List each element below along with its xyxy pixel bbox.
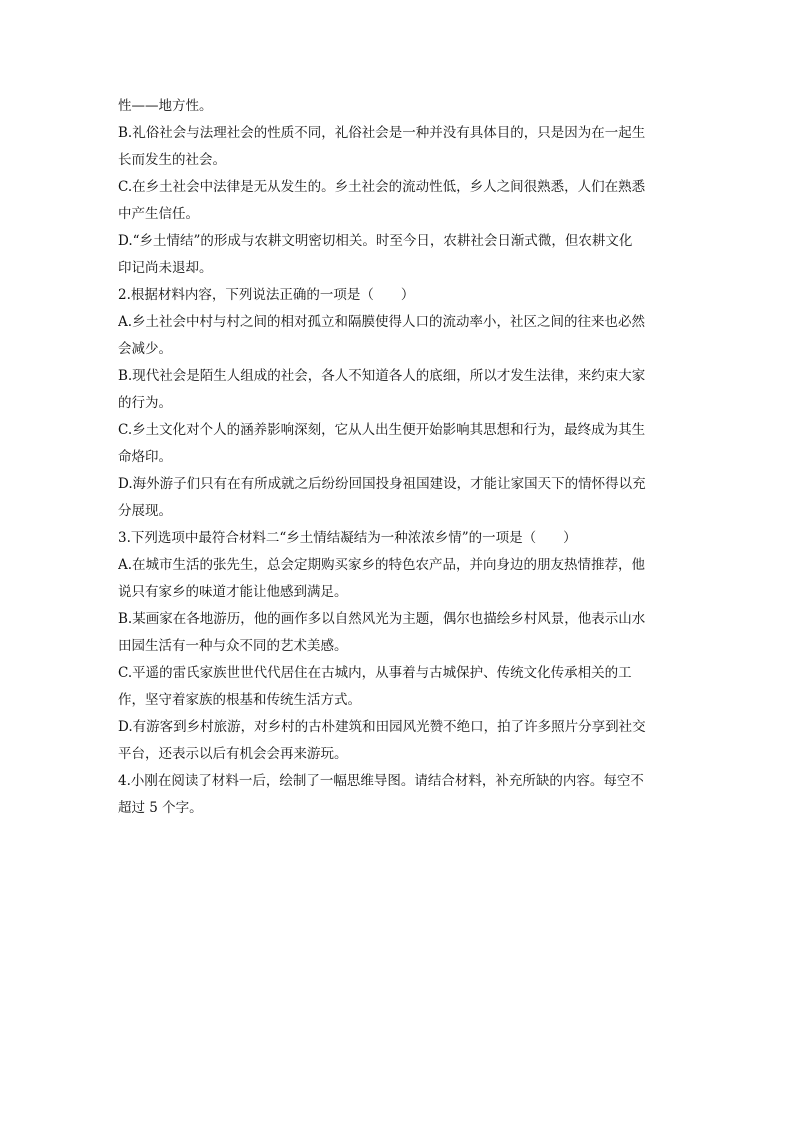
text-line: 命烙印。 xyxy=(118,449,172,465)
option-a-line: A.乡土社会中村与村之间的相对孤立和隔膜使得人口的流动率小，社区之间的往来也必然 xyxy=(118,314,646,330)
text-line: 平台，还表示以后有机会会再来游玩。 xyxy=(118,746,348,762)
text-line: 会减少。 xyxy=(118,341,172,357)
option-d-line: D.有游客到乡村旅游，对乡村的古朴建筑和田园风光赞不绝口，拍了许多照片分享到社交 xyxy=(118,719,646,735)
question-2-stem: 2.根据材料内容，下列说法正确的一项是（ ） xyxy=(118,287,415,303)
text-line: 分展现。 xyxy=(118,503,172,519)
text-line: 性——地方性。 xyxy=(118,98,213,114)
text-line: 说只有家乡的味道才能让他感到满足。 xyxy=(118,584,348,600)
text-line: 作，坚守着家族的根基和传统生活方式。 xyxy=(118,692,361,708)
option-d-line: D.“乡土情结”的形成与农耕文明密切相关。时至今日，农耕社会日渐式微，但农耕文化 xyxy=(118,233,633,249)
document-body xyxy=(118,93,678,822)
option-c-line: C.乡土文化对个人的涵养影响深刻，它从人出生便开始影响其思想和行为，最终成为其生 xyxy=(118,422,646,438)
text-line: 长而发生的社会。 xyxy=(118,152,226,168)
question-3-stem: 3.下列选项中最符合材料二“乡土情结凝结为一种浓浓乡情”的一项是（ ） xyxy=(118,530,577,546)
option-c-line: C.平遥的雷氏家族世世代代居住在古城内，从事着与古城保护、传统文化传承相关的工 xyxy=(118,665,632,681)
text-line: 中产生信任。 xyxy=(118,206,199,222)
option-b-line: B.现代社会是陌生人组成的社会，各人不知道各人的底细，所以才发生法律，来约束大家 xyxy=(118,368,646,384)
question-4-stem: 4.小刚在阅读了材料一后，绘制了一幅思维导图。请结合材料，补充所缺的内容。每空不 xyxy=(118,773,644,789)
option-b-line: B.某画家在各地游历，他的画作多以自然风光为主题，偶尔也描绘乡村风景，他表示山水 xyxy=(118,611,646,627)
text-line: 印记尚未退却。 xyxy=(118,260,213,276)
option-d-line: D.海外游子们只有在有所成就之后纷纷回国投身祖国建设，才能让家国天下的情怀得以充 xyxy=(118,476,646,492)
text-line: 田园生活有一种与众不同的艺术美感。 xyxy=(118,638,348,654)
option-c-line: C.在乡土社会中法律是无从发生的。乡土社会的流动性低，乡人之间很熟悉，人们在熟悉 xyxy=(118,179,646,195)
option-a-line: A.在城市生活的张先生，总会定期购买家乡的特色农产品，并向身边的朋友热情推荐，他 xyxy=(118,557,646,573)
option-b-line: B.礼俗社会与法理社会的性质不同，礼俗社会是一种并没有具体目的，只是因为在一起生 xyxy=(118,125,646,141)
text-line: 的行为。 xyxy=(118,395,172,411)
text-line: 超过 5 个字。 xyxy=(118,800,203,816)
